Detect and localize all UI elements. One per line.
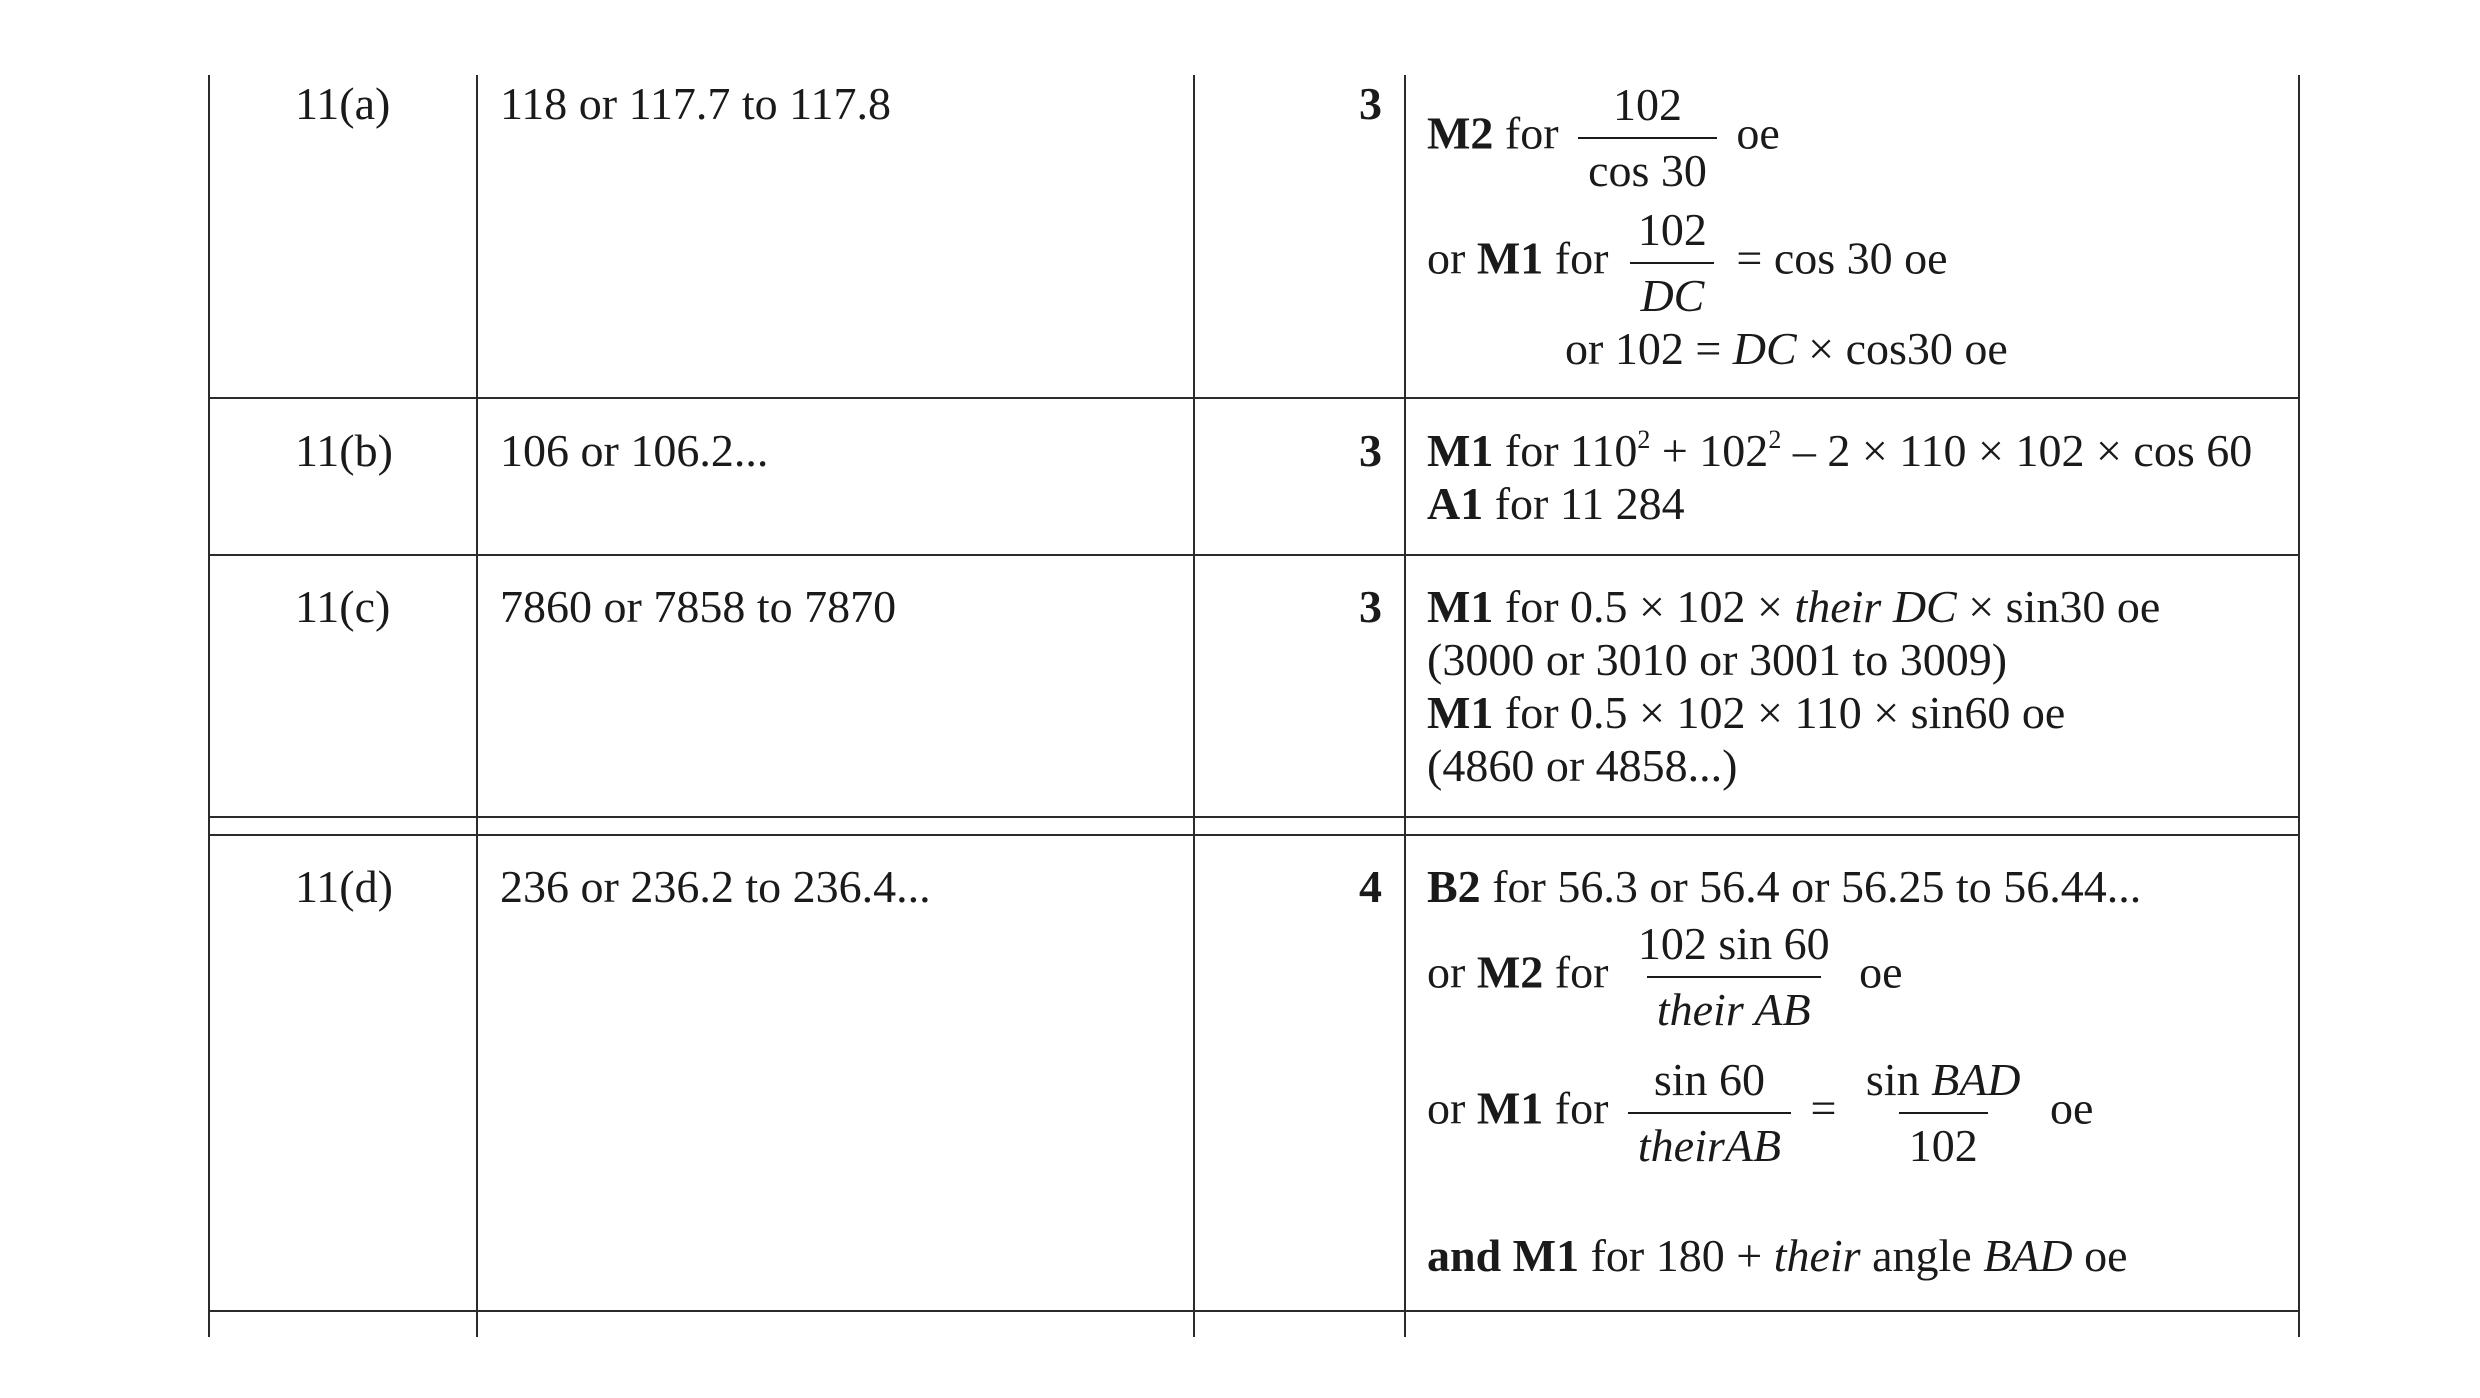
guidance-line: B2 for 56.3 or 56.4 or 56.25 to 56.44... xyxy=(1427,861,2142,912)
column-divider-1 xyxy=(476,75,478,1337)
mark-code: B2 xyxy=(1427,861,1481,912)
fraction: $\frac{\sin 60}{\text{theirAB}}$ xyxy=(1628,1050,1791,1176)
fraction: $\frac{\text{sin BAD}}{102}$ xyxy=(1856,1050,2031,1176)
marks-value: 3 xyxy=(1359,581,1382,632)
answer-text: 118 or 117.7 to 117.8 xyxy=(500,78,891,129)
answer-text: 106 or 106.2... xyxy=(500,425,769,476)
guidance-line: (3000 or 3010 or 3001 to 3009) xyxy=(1427,634,2008,685)
mark-code: M2 xyxy=(1476,946,1544,998)
marks-value: 3 xyxy=(1359,78,1382,129)
guidance-line: or M2 for $\frac{102 \sin 60}{\text{their AB}}$ oe xyxy=(1427,914,1903,1040)
column-divider-2 xyxy=(1193,75,1195,1337)
table-border-left xyxy=(208,75,210,1337)
answer-text: 236 or 236.2 to 236.4... xyxy=(500,861,931,912)
guidance-line: (4860 or 4858...) xyxy=(1427,740,1738,791)
table-border-right xyxy=(2298,75,2300,1337)
mark-code: M2 xyxy=(1427,107,1494,159)
fraction: $\frac{102}{DC}$ xyxy=(1628,200,1717,326)
guidance-line: M1 for 0.5 × 102 × their DC × sin30 oe xyxy=(1427,581,2161,632)
row-divider-c-d-bottom xyxy=(208,834,2300,836)
answer-text: 7860 or 7858 to 7870 xyxy=(500,581,897,632)
mark-code: M1 xyxy=(1427,581,1494,632)
mark-code: and M1 xyxy=(1427,1230,1580,1281)
guidance-line: or M1 for $\frac{102}{DC}$ = cos 30 oe xyxy=(1427,200,1948,326)
row-divider-c-d-top xyxy=(208,816,2300,818)
guidance-line: and M1 for 180 + their angle BAD oe xyxy=(1427,1230,2128,1281)
marks-value: 3 xyxy=(1359,425,1382,476)
mark-code: M1 xyxy=(1476,232,1544,284)
row-divider-d-end xyxy=(208,1310,2300,1312)
column-divider-3 xyxy=(1404,75,1406,1337)
fraction: $\frac{102 \sin 60}{\text{their AB}}$ xyxy=(1628,914,1840,1040)
guidance-line: or M1 for $\frac{\sin 60}{\text{theirAB}}$ = $\frac{\text{sin BAD}}{102}$ oe xyxy=(1427,1050,2093,1176)
guidance-line: or 102 = DC × cos30 oe xyxy=(1565,323,2008,374)
mark-code: M1 xyxy=(1427,425,1494,476)
question-number: 11(d) xyxy=(295,861,393,912)
fraction: $\frac{102}{\cos 30}$ xyxy=(1578,75,1717,201)
mark-code: M1 xyxy=(1427,687,1494,738)
question-number: 11(a) xyxy=(295,78,391,129)
guidance-line: M1 for 0.5 × 102 × 110 × sin60 oe xyxy=(1427,687,2066,738)
row-divider-a-b xyxy=(208,397,2300,399)
guidance-line: M1 for $110^2 + 102^2 - 2 \times 110 \times 102 \times \cos 60$ xyxy=(1427,425,2253,476)
row-divider-b-c xyxy=(208,554,2300,556)
question-number: 11(b) xyxy=(295,425,393,476)
guidance-line: A1 for 11 284 xyxy=(1427,478,1685,529)
mark-code: M1 xyxy=(1476,1082,1544,1134)
marks-value: 4 xyxy=(1359,861,1382,912)
question-number: 11(c) xyxy=(295,581,391,632)
mark-code: A1 xyxy=(1427,478,1484,529)
guidance-line: M2 for $\frac{102}{\cos 30}$ oe xyxy=(1427,75,1780,201)
